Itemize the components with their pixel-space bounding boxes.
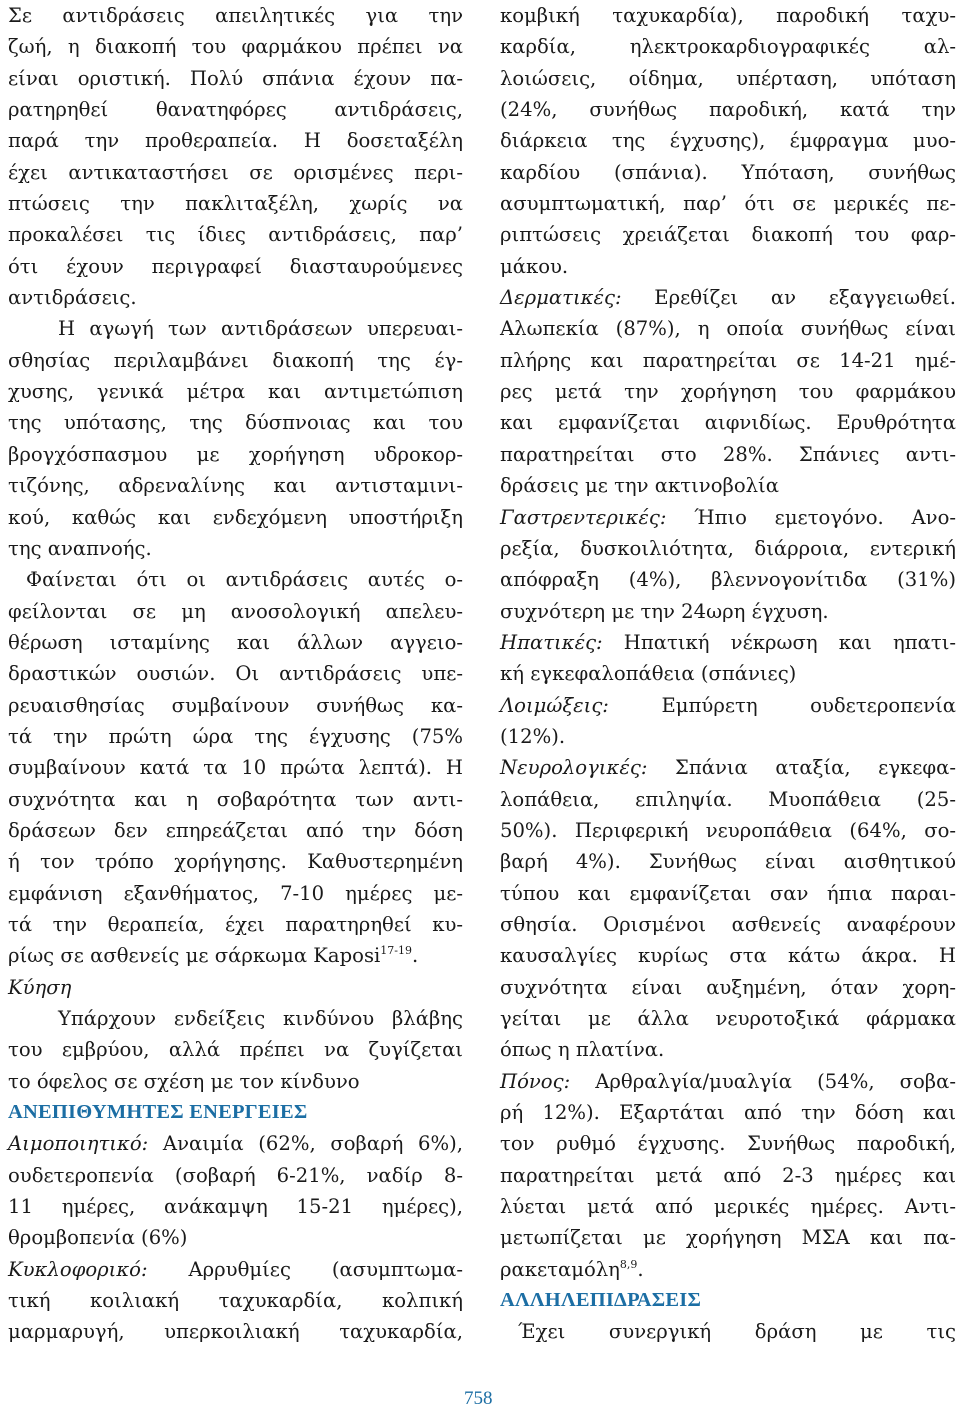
- category-label: Ηπατικές:: [500, 630, 603, 654]
- text-line: μετωπίζεται με χορήγηση ΜΣΑ και πα-: [500, 1226, 956, 1250]
- text-line: φείλονται σε μη ανοσολογική απελευ-: [8, 599, 463, 623]
- category-label: Αιμοποιητικό:: [8, 1132, 149, 1156]
- text-line: συχνότητα και η σοβαρότητα των αντι-: [8, 787, 463, 811]
- text-line: τά την πρώτη ώρα της έγχυσης (75%: [8, 724, 463, 748]
- text-line: [500, 690, 956, 721]
- text-line: πλήρης και παρατηρείται σε 14-21 ημέ-: [500, 348, 956, 372]
- text-line: ρατηρηθεί θανατηφόρες αντιδράσεις,: [8, 98, 463, 122]
- text-fragment: Εμπύρετη ουδετεροπενία: [608, 693, 956, 717]
- text-line: του εμβρύου, αλλά πρέπει να ζυγίζεται: [8, 1038, 463, 1062]
- text-line: τύπου και εμφανίζεται σαν ήπια παραι-: [500, 881, 956, 905]
- text-fragment: .: [637, 1257, 644, 1281]
- text-line: δράσεις με την ακτινοβολία: [500, 474, 779, 498]
- text-line: καυσαλγίες κυρίως στα κάτω άκρα. Η: [500, 944, 956, 968]
- text-line: Σε αντιδράσεις απειλητικές για την: [8, 4, 463, 27]
- text-line: δραστικών ουσιών. Οι αντιδράσεις υπε-: [8, 662, 463, 686]
- text-line: και εμφανίζεται αιφνιδίως. Ερυθρότητα: [500, 411, 956, 435]
- category-label: Δερματικές:: [500, 286, 622, 310]
- text-line: Έχει συνεργική δράση με τις: [518, 1320, 956, 1344]
- text-fragment: Αρθραλγία/μυαλγία (54%, σοβα-: [570, 1069, 956, 1093]
- text-line: σθησία. Ορισμένοι ασθενείς αναφέρουν: [500, 912, 956, 936]
- text-line: συχνότητα είναι αυξημένη, όταν χορη-: [500, 975, 956, 999]
- text-line: ρή 12%). Εξαρτάται από την δόση και: [500, 1101, 956, 1125]
- text-line: θρομβοπενία (6%): [8, 1226, 188, 1250]
- reference-superscript: 17-19: [380, 944, 412, 958]
- text-line: ρεξία, δυσκοιλιότητα, διάρροια, εντερική: [500, 536, 956, 560]
- text-line: καρδίου (σπάνια). Υπόταση, συνήθως: [500, 160, 956, 184]
- text-fragment: Ήπιο εμετογόνο. Ανο-: [666, 505, 956, 529]
- text-line: [500, 1254, 956, 1285]
- text-line: συχνότερη με την 24ωρη έγχυση.: [500, 599, 829, 623]
- text-line: καρδία, ηλεκτροκαρδιογραφικές αλ-: [500, 35, 956, 59]
- text-line: Αλωπεκία (87%), η οποία συνήθως είναι: [500, 317, 956, 341]
- text-line: ζωή, η διακοπή του φαρμάκου πρέπει να: [8, 35, 463, 59]
- right-column: [500, 0, 956, 1348]
- text-line: Φαίνεται ότι οι αντιδράσεις αυτές ο-: [26, 568, 463, 592]
- section-subtitle-pregnancy: Κύηση: [8, 975, 72, 999]
- text-line: μάκου.: [500, 254, 569, 278]
- text-line: βαρή 4%). Συνήθως είναι αισθητικού: [500, 850, 956, 874]
- text-line: [8, 1128, 463, 1159]
- text-line: σθησίας περιλαμβάνει διακοπή της έγ-: [8, 348, 463, 372]
- text-line: γείται με άλλα νευροτοξικά φάρμακα: [500, 1007, 956, 1030]
- category-label: Νευρολογικές:: [500, 756, 648, 780]
- category-label: Λοιμώξεις:: [500, 693, 609, 717]
- text-line: κού, καθώς και ενδεχόμενη υποστήριξη: [8, 505, 463, 529]
- text-line: της αναπνοής.: [8, 536, 152, 560]
- text-fragment: Ερεθίζει αν εξαγγειωθεί.: [621, 286, 956, 310]
- text-line: ουδετεροπενία (σοβαρή 6-21%, ναδίρ 8-: [8, 1163, 463, 1187]
- text-line: δράσεων δεν επηρεάζεται από την δόση: [8, 818, 463, 842]
- text-fragment: Σπάνια αταξία, εγκεφα-: [647, 756, 956, 780]
- text-line: ρες μετά την χορήγηση του φαρμάκου: [500, 380, 956, 404]
- text-line: της υπότασης, της δύσπνοιας και του: [8, 411, 463, 435]
- category-label: Κυκλοφορικό:: [8, 1257, 148, 1281]
- text-line: [500, 627, 956, 658]
- text-line: παρατηρείται μετά από 2-3 ημέρες και: [500, 1163, 956, 1187]
- text-line: θέρωση ισταμίνης και άλλων αγγειο-: [8, 630, 463, 654]
- page-number: 758: [464, 1388, 493, 1409]
- text-fragment: ρίως σε ασθενείς με σάρκωμα Kaposi: [8, 944, 381, 968]
- text-line: ότι έχουν περιγραφεί διασταυρούμενες: [8, 254, 463, 278]
- text-line: Υπάρχουν ενδείξεις κινδύνου βλάβης: [58, 1007, 463, 1030]
- text-fragment: .: [412, 944, 419, 968]
- text-line: κομβική ταχυκαρδία), παροδική ταχυ-: [500, 4, 956, 27]
- text-line: τιζόνης, αδρεναλίνης και αντισταμινι-: [8, 474, 463, 498]
- text-line: διάρκεια της έγχυσης), έμφραγμα μυο-: [500, 129, 956, 153]
- text-fragment: Ηπατική νέκρωση και ηπατι-: [602, 630, 956, 654]
- text-line: λοπάθεια, επιληψία. Μυοπάθεια (25-: [500, 787, 956, 811]
- text-line: όπως η πλατίνα.: [500, 1038, 665, 1062]
- text-line: τική κοιλιακή ταχυκαρδία, κολπική: [8, 1289, 463, 1313]
- text-line: χυσης, γενικά μέτρα και αντιμετώπιση: [8, 380, 463, 404]
- text-line: απόφραξη (4%), βλεννογονίτιδα (31%): [500, 568, 956, 592]
- text-line: ριπτώσεις χρειάζεται διακοπή του φαρ-: [500, 223, 956, 247]
- text-line: τά την θεραπεία, έχει παρατηρηθεί κυ-: [8, 912, 463, 936]
- text-line: 50%). Περιφερική νευροπάθεια (64%, σο-: [500, 818, 956, 842]
- text-line: ασυμπτωματική, παρ’ ότι σε μερικές πε-: [500, 192, 956, 216]
- text-line: κή εγκεφαλοπάθεια (σπάνιες): [500, 662, 797, 686]
- section-heading-adverse-effects: ΑΝΕΠΙΘΥΜΗΤΕΣ ΕΝΕΡΓΕΙΕΣ: [8, 1101, 308, 1124]
- text-line: προκαλέσει τις ίδιες αντιδράσεις, παρ’: [8, 223, 463, 247]
- text-line: εμφάνιση εξανθήματος, 7-10 ημέρες με-: [8, 881, 463, 905]
- text-line: αντιδράσεις.: [8, 286, 137, 310]
- text-fragment: Αρρυθμίες (ασυμπτωμα-: [147, 1257, 463, 1281]
- reference-superscript: 8,9: [619, 1257, 638, 1271]
- text-line: βρογχόσπασμου με χορήγηση υδροκορ-: [8, 442, 463, 466]
- text-line: το όφελος σε σχέση με τον κίνδυνο: [8, 1069, 360, 1093]
- text-line: παρατηρείται στο 28%. Σπάνιες αντι-: [500, 442, 956, 466]
- left-column: [8, 0, 463, 1348]
- text-line: Η αγωγή των αντιδράσεων υπερευαι-: [58, 317, 463, 341]
- text-line: λοιώσεις, οίδημα, υπέρταση, υπόταση: [500, 66, 956, 90]
- text-line: μαρμαρυγή, υπερκοιλιακή ταχυκαρδία,: [8, 1320, 463, 1344]
- text-line: [8, 1254, 463, 1285]
- text-line: [500, 1066, 956, 1097]
- text-line: ή τον τρόπο χορήγησης. Καθυστερημένη: [8, 850, 463, 874]
- text-line: (24%, συνήθως παροδική, κατά την: [500, 98, 956, 122]
- section-heading-interactions: ΑΛΛΗΛΕΠΙΔΡΑΣΕΙΣ: [500, 1289, 702, 1312]
- text-line: παρά την προθεραπεία. Η δοσεταξέλη: [8, 129, 463, 153]
- category-label: Πόνος:: [500, 1069, 571, 1093]
- text-line: πτώσεις την πακλιταξέλη, χωρίς να: [8, 192, 463, 216]
- text-fragment: Αναιμία (62%, σοβαρή 6%),: [148, 1132, 463, 1156]
- category-label: Γαστρεντερικές:: [500, 505, 667, 529]
- text-line: [8, 940, 463, 971]
- text-line: [500, 282, 956, 313]
- text-line: τον ρυθμό έγχυσης. Συνήθως παροδική,: [500, 1132, 956, 1156]
- text-line: έχει αντικαταστήσει σε ορισμένες περι-: [8, 160, 463, 184]
- text-fragment: ρακεταμόλη: [500, 1257, 620, 1281]
- text-line: ρευαισθησίας συμβαίνουν συνήθως κα-: [8, 693, 463, 717]
- text-line: συμβαίνουν κατά τα 10 πρώτα λεπτά). Η: [8, 756, 463, 780]
- text-line: [500, 502, 956, 533]
- text-line: (12%).: [500, 724, 566, 748]
- text-line: λύεται μετά από μερικές ημέρες. Αντι-: [500, 1195, 956, 1219]
- text-line: [500, 752, 956, 783]
- text-line: είναι οριστική. Πολύ σπάνια έχουν πα-: [8, 66, 463, 90]
- text-line: 11 ημέρες, ανάκαμψη 15-21 ημέρες),: [8, 1195, 463, 1219]
